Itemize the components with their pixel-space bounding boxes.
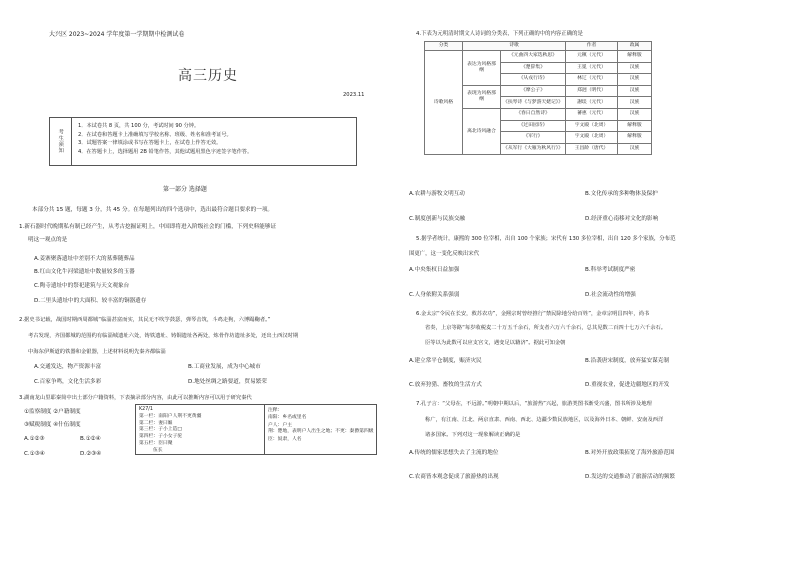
header-cell: 作者 [566,42,618,51]
ethnicity-cell: 解释版 [618,51,652,63]
q4-option-d[interactable]: D.经济重心南移对文化的影响 [585,216,659,222]
register-entry: 第二栏：妻曰嫗 [139,420,173,426]
poem-cell: 《扶琴诗《与梦游天姥记》》 [501,97,566,109]
q5-option-d[interactable]: D.社会流动性的增强 [585,292,636,298]
q2-stem-line-1: 2.据史书记载，战国时期西周都城“临淄甚富而实，其民无不吹竽鼓瑟，弹琴击筑，斗鸡走狗，六博蹋鞠者。” [19,317,271,323]
ethnicity-cell: 汉族 [618,143,652,155]
q4-option-a[interactable]: A.农耕与游牧文明互动 [409,191,465,197]
q4-poetry-classification-table [424,41,652,155]
exam-date: 2023.11 [343,92,365,98]
author-cell: 元稹（元代） [566,51,618,63]
subject-title: 高三历史 [178,68,238,84]
ethnicity-cell: 汉族 [618,62,652,74]
register-entry: K27/1 [139,407,153,412]
q3-stem: 3.湖南龙山里耶秦简中出土部分户籍资料，下表摘录部分内容，由此可以推断内容可以用于研究秦代 [19,395,252,401]
q5-option-a[interactable]: A.中央集权日益加强 [409,267,460,273]
candidate-notice-box [49,117,357,166]
register-note: 户人：户主 [268,422,292,428]
author-cell: 王昌龄（唐代） [566,143,618,155]
ethnicity-cell: 汉族 [618,74,652,86]
q4-stem: 4.下表为元明清时期文人诗词的分类表，下列正确的中的内容正确的是 [416,31,583,37]
q6-option-d[interactable]: D.重视农业，促进边疆地区的开发 [585,382,670,388]
q6-stem-line-2: 省奏，上京等路“每岁收税麦二十万五千余石，所支者六万六千余石，总其见数二百四十七万六千余石。 [425,325,667,331]
q3-option-d[interactable]: D.②③④ [80,451,102,457]
header-cell: 分类 [425,42,463,51]
notice-item: 1．本试卷共 8 页，共 100 分，考试时间 90 分钟。 [78,123,200,129]
q3-choices-line-1: ①监察制度 ②户籍制度 [24,409,81,415]
q7-stem-line-3: 诸多国家。下列对这一现象解读正确的是 [425,432,521,438]
table-divider [264,405,265,454]
poem-cell: 《楚辞集》 [501,62,566,74]
q6-option-c[interactable]: C.放弃狩猎、畜牧的生活方式 [409,382,482,388]
q2-stem-line-2: 考古发现，齐国都城的范围约有临淄城遗址六处，铸铁遗址、铸铜遗址各两处，炼骨作坊遗址多处，还出土西汉时期 [28,333,299,339]
q7-option-a[interactable]: A.传统的儒家思想失去了主流的地位 [409,450,499,456]
register-note: 臣：奴隶，人名 [268,436,302,442]
q5-stem-line-1: 5.据学者统计，康熙的 300 位宰相，出自 100 个家族；宋代有 130 多位宰相，出自 120 多个家族，分布范 [416,236,676,242]
register-entry: 第五栏：臣曰聚 [139,440,173,446]
register-entries [139,407,201,455]
poem-cell: 《春日自然诗》 [501,108,566,120]
group-cell: 表现为风格那纲 [463,85,501,108]
q1-option-c[interactable]: C.陶寺遗址中的祭祀建筑与天文观象台 [34,283,130,289]
q6-stem-line-1: 6.金太宗“令民在长安，救苏农功”，金熙宗时曾经推行“禁民除地分给百姓”，金章宗明昌四年，尚书 [416,311,650,317]
register-note: 注释： [268,408,283,413]
exam-header-line: 大兴区 2023~2024 学年度第一学期期中检测试卷 [49,31,185,38]
q1-option-d[interactable]: D.二里头遗址中的大面积、较丰富的铜器遗存 [34,298,147,304]
poem-cell: 《军行》 [501,132,566,144]
q2-option-d[interactable]: D.地处丝绸之路要道，贸易繁荣 [188,379,267,385]
notice-items [78,122,252,156]
author-cell: 林辽（元代） [566,74,618,86]
q1-option-a[interactable]: A.姜寨聚落遗址中差别不大的墓葬随葬品 [34,256,135,262]
q7-option-b[interactable]: B.对外开放政策拓宽了海外旅游范围 [585,450,675,456]
notice-item: 3．试题答案一律填涂或书写在答题卡上，在试卷上作答无效。 [78,140,222,147]
q2-option-a[interactable]: A.交通发达，物产资源丰富 [34,364,102,370]
author-cell: 郑迥（明代） [566,85,618,97]
ethnicity-cell: 汉族 [618,85,652,97]
part-title: 第一部分 选择题 [163,186,207,193]
q6-option-b[interactable]: B.沿袭唐宋制度，放弃猛安谋克制 [585,358,669,364]
q5-option-b[interactable]: B.科举考试制度严密 [585,267,636,273]
q2-stem-line-3: 中海东伊斯道的铁器和金银器，上述材料说明先秦齐都临淄 [28,349,166,355]
q1-stem-line-2: 明这一观点的是 [28,237,68,243]
author-cell: 謝琰（元代） [566,97,618,109]
register-notes [268,407,374,443]
ethnicity-cell: 汉族 [618,108,652,120]
table-header-row [425,42,652,51]
header-cell: 政属 [618,42,652,51]
q3-choices-line-2: ③赋税制度 ④什伍制度 [24,422,81,428]
notice-item: 2．在试卷和答题卡上准确填写学校名称、班级、姓名和准考证号。 [78,131,232,138]
q7-stem-line-2: 称广，有江南、江北、两京直隶、西南、西北、边疆少数民族地区，以及海外日本、朝鲜、安南及西洋 [425,417,664,423]
q3-option-b[interactable]: B.①②④ [80,436,101,442]
q2-option-c[interactable]: C.百家争鸣，文化生活多彩 [34,379,102,385]
q4-option-c[interactable]: C.制度创新与民族交融 [409,216,466,222]
q5-option-c[interactable]: C.人身依附关系强弱 [409,292,460,298]
q6-stem-line-3: 臣等以为此数可以应支宫文，遇变足以籍济”。据此可知金朝 [425,340,566,346]
part-intro: 本部分共 15 题，每题 3 分，共 45 分。在每题列出的四个选项中，选出最符合题目要求的一项。 [32,207,274,213]
notice-label: 考生须知 [57,129,64,154]
notice-item: 4．在答题卡上，选择题用 2B 铅笔作答，其他试题用黑色字迹签字笔作答。 [78,148,253,155]
q4-option-b[interactable]: B.文化传承的多种物体及保护 [585,191,658,197]
author-cell: 宇文殿（北周） [566,120,618,132]
notice-label-cell [50,118,72,165]
author-cell: 王冕（元代） [566,62,618,74]
poem-cell: 《元曲四大家选秋思》 [501,51,566,63]
register-entry: 第三栏：子小上造□ [139,427,182,433]
poem-cell: 《过田园诗》 [501,120,566,132]
q7-stem-line-1: 7.孔子言：“父母在，不远游。”明朝中期以后，“旅游热”兴起，旅游类图书渐受兴盛，图书所涉及地理 [416,401,652,407]
ethnicity-cell: 解释版 [618,120,652,132]
q1-option-b[interactable]: B.红山文化牛河梁遗址中数量较多的玉器 [34,269,135,275]
register-entry: 伍长 [153,447,163,453]
q2-option-b[interactable]: B.工商业发展，成为中心城市 [188,364,261,370]
main-category-cell: 诗歌风格 [425,51,463,155]
q3-option-c[interactable]: C.①③④ [24,451,45,457]
q7-option-c[interactable]: C.农商皆本观念促成了旅游热的出现 [409,474,499,480]
header-cell: 诗歌 [463,42,566,51]
register-entry: 第四栏：子小女子驼 [139,434,183,440]
q7-option-d[interactable]: D.发达的交通推动了旅游活动的频繁 [585,474,675,480]
table-row [425,51,652,63]
group-cell: 表达为风格那纲 [463,51,501,86]
register-note: 荆：楚地，表明户人出生之地；不更：秦爵第四级 [268,429,374,435]
register-entry: 第一栏：南阳户人荆不更黄疆 [139,413,202,419]
q1-stem-line-1: 1.新石器时代晚期私有制已经产生，从考古挖掘证明上，中国即将进入阶级社会的门槛，下列史料能够证 [19,224,277,230]
ethnicity-cell: 汉族 [618,97,652,109]
poem-cell: 《从军行《大雁为秋风行》》 [501,143,566,155]
q3-household-register-table [135,404,377,455]
q3-option-a[interactable]: A.①②③ [24,436,45,442]
right-column [397,0,794,561]
poem-cell: 《从戎行诗》 [501,74,566,86]
group-cell: 离北诗风融合 [463,108,501,154]
poem-cell: 《摩公子》 [501,85,566,97]
q6-option-a[interactable]: A.建立常平仓制度，赈济灾民 [409,358,482,364]
author-cell: 宇文殿（北周） [566,132,618,144]
register-note: 南阳：乡名或里名 [268,415,307,421]
q5-stem-line-2: 围更广，这一变化反映出宋代 [409,251,480,257]
author-cell: 蕃惠（元代） [566,108,618,120]
ethnicity-cell: 解释版 [618,132,652,144]
